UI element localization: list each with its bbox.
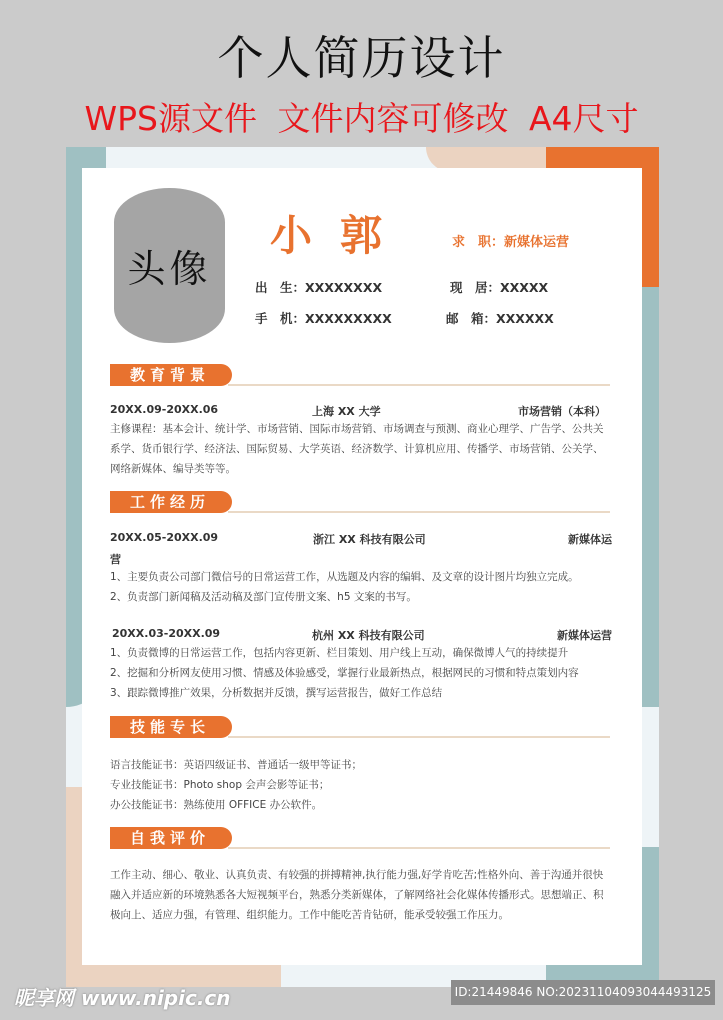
skill-item: 语言技能证书：英语四级证书、普通话一级甲等证书； <box>110 759 362 771</box>
divider <box>228 736 610 738</box>
job-value: 新媒体运营 <box>504 235 570 250</box>
divider <box>228 384 610 386</box>
section-title: 技能专长 <box>110 716 232 738</box>
edu-school: 上海 XX 大学 <box>312 405 381 418</box>
birth-field: 出 生：XXXXXXXX <box>255 280 383 295</box>
self-evaluation-text: 工作主动、细心、敬业、认真负责、有较强的拼搏精神,执行能力强,好学肯吃苦;性格外向、善于沟通并很快融入并适应新的环境熟悉各大短视频平台，熟悉分类新媒体，了解网络社会化媒体传播形式。思想端正、积极向上、适应力强，有管理、组织能力。工作中能吃苦肯钻研，能承受较强工作压力。 <box>110 869 604 921</box>
job-duty: 2、挖掘和分析网友使用习惯、情感及体验感受，掌握行业最新热点，根据网民的习惯和特点策划内容 <box>110 667 579 679</box>
section-title: 自我评价 <box>110 827 232 849</box>
job-duty: 3、跟踪微博推广效果，分析数据并反馈，撰写运营报告，做好工作总结 <box>110 687 443 699</box>
divider <box>228 847 610 849</box>
candidate-name: 小郭 <box>270 211 411 260</box>
section-title: 工作经历 <box>110 491 232 513</box>
section-work-header <box>110 491 610 515</box>
poster-subtitle: WPS源文件 文件内容可修改 A4尺寸 <box>84 99 639 138</box>
section-title: 教育背景 <box>110 364 232 386</box>
edu-courses: 主修课程：基本会计、统计学、市场营销、国际市场营销、市场调查与预测、商业心理学、广告学、公共关系学、货币银行学、经济法、国际贸易、大学英语、经济数学、计算机应用、传播学、市场营销、公关学、网络新媒体、编导类等等。 <box>110 423 604 475</box>
section-skills-header <box>110 716 610 740</box>
job-duty: 1、负责微博的日常运营工作，包括内容更新、栏目策划、用户线上互动，确保微博人气的持续提升 <box>110 647 569 659</box>
skill-item: 专业技能证书：Photo shop 会声会影等证书； <box>110 779 330 791</box>
divider <box>228 511 610 513</box>
job-label: 求 职： <box>452 235 505 250</box>
job-role-wrap-text: 营 <box>110 553 121 566</box>
poster-title: 个人简历设计 <box>217 31 506 85</box>
email-field: 邮 箱：XXXXXX <box>446 311 554 326</box>
edu-major: 市场营销（本科） <box>518 405 606 418</box>
job-duty: 1、主要负责公司部门微信号的日常运营工作，从选题及内容的编辑、及文章的设计图片均独立完成。 <box>110 571 579 583</box>
teal-shape-right <box>642 287 659 707</box>
phone-field: 手 机：XXXXXXXXX <box>255 311 392 326</box>
section-education-header <box>110 364 610 388</box>
job-company: 杭州 XX 科技有限公司 <box>312 629 425 642</box>
job-role: 新媒体运 <box>568 533 612 546</box>
job-duty: 2、负责部门新闻稿及活动稿及部门宣传册文案、h5 文案的书写。 <box>110 591 417 603</box>
residence-field: 现 居：XXXXX <box>450 280 549 295</box>
job-period: 20XX.03-20XX.09 <box>112 627 221 640</box>
edu-period: 20XX.09-20XX.06 <box>110 403 219 416</box>
avatar-placeholder[interactable]: 头像 <box>114 188 225 343</box>
image-id-badge: ID:21449846 NO:20231104093044493125 <box>451 980 715 1005</box>
job-period: 20XX.05-20XX.09 <box>110 531 219 544</box>
job-role: 新媒体运营 <box>557 629 612 642</box>
section-self-header <box>110 827 610 851</box>
job-company: 浙江 XX 科技有限公司 <box>313 533 426 546</box>
skill-item: 办公技能证书：熟练使用 OFFICE 办公软件。 <box>110 799 323 811</box>
watermark: 昵享网 www.nipic.cn <box>14 986 231 1010</box>
job-objective <box>452 231 569 250</box>
